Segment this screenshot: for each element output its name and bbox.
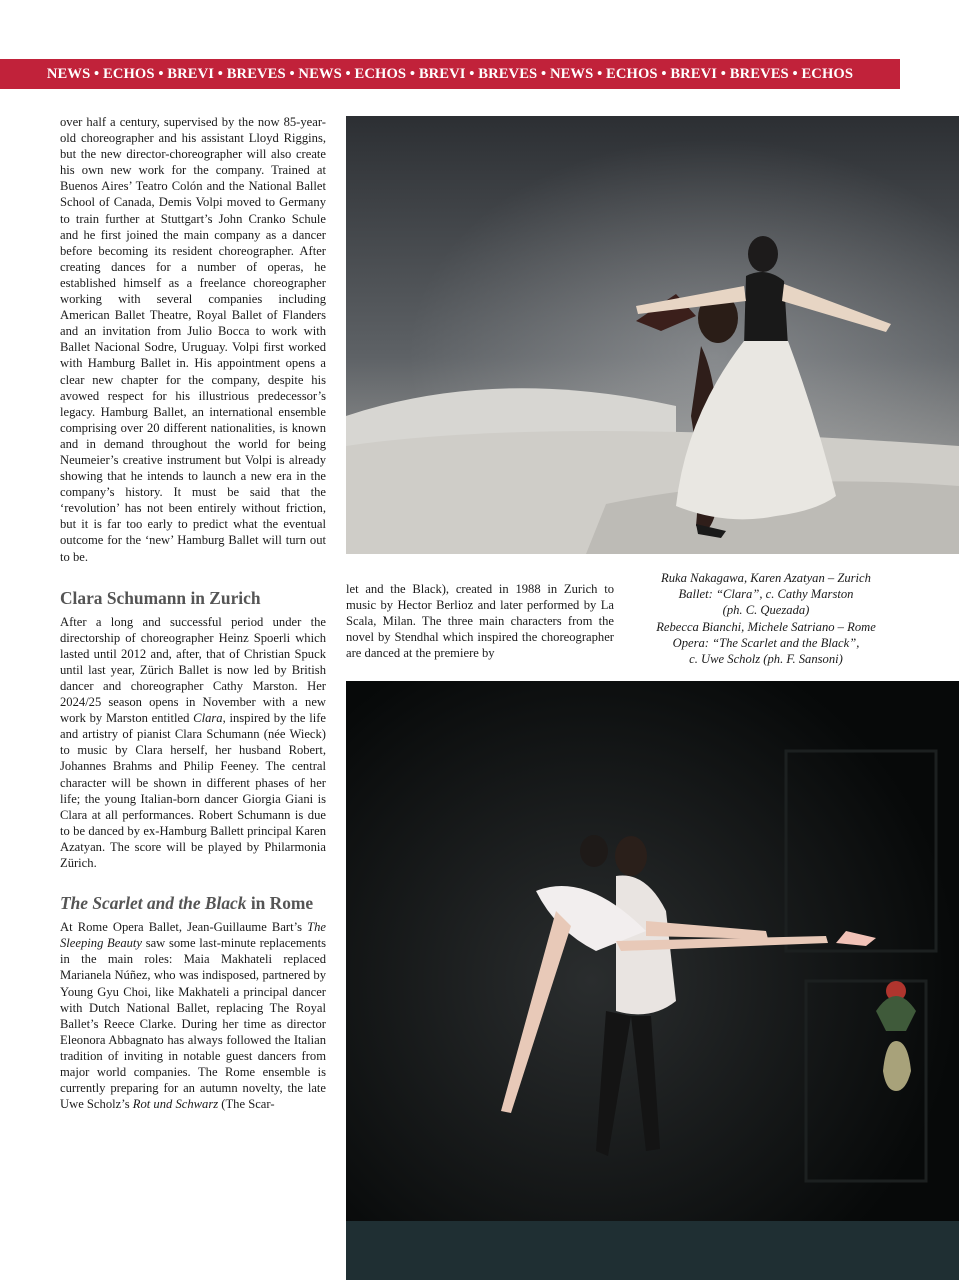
left-text-column — [60, 114, 326, 1112]
photo-caption: Ruka Nakagawa, Karen Azatyan – Zurich Ballet: “Clara”, c. Cathy Marston (ph. C. Quezada) Rebecca Bianchi, Michele Satriano – Rome Opera: “The Scarlet and the Black”, c. Uwe Scholz (ph. F. Sansoni) — [656, 571, 876, 667]
section-heading-zurich: Clara Schumann in Zurich — [60, 587, 261, 608]
intro-paragraph: over half a century, supervised by the now 85-year-old choreographer and his assistant Lloyd Riggins, but the new director-choreographer will also create his own new work for the company. Trained at Buenos Aires’ Teatro Colón and the National Ballet School of Canada, Demis Volpi moved to Germany to train further at Stuttgart’s John Cranko Schule and he first joined the main company as a dancer before becoming its resident choreographer. After creating dances for a number of operas, he established himself as a freelance choreographer working with several companies including American Ballet Theatre, Royal Ballet of Flanders and an invitation from Julio Bocca to work with Ballet Nacional Sodre, Uruguay. Volpi first worked with Hamburg Ballet in. His appointment opens a clear new chapter for the company, despite his avowed respect for his illustrious predecessor’s legacy. Hamburg Ballet, an international ensemble comprising over 20 different nationalities, is known and in demand throughout the world for being Neumeier’s creative instrument but Volpi is already showing that he intends to launch a new era in the company’s history. It must be said that the ‘revolution’ has not been entirely without friction, but it is far too early to predict what the eventual outcome for the ‘new’ Hamburg Ballet will turn out to be. — [60, 115, 326, 564]
section-banner: NEWS • ECHOS • BREVI • BREVES • NEWS • ECHOS • BREVI • BREVES • NEWS • ECHOS • BREVI • BREVES • ECHOS — [0, 59, 900, 89]
rome-paragraph-continued: let and the Black), created in 1988 in Zurich to music by Hector Berlioz and later performed by La Scala, Milan. The three main characters from the novel by Stendhal which inspired the choreographer are danced at the premiere by — [346, 582, 614, 661]
photo-clara-zurich — [346, 116, 959, 554]
section-heading-rome: The Scarlet and the Black in Rome — [60, 893, 314, 914]
continued-text-column — [346, 581, 614, 661]
zurich-paragraph: After a long and successful period under the directorship of choreographer Heinz Spoerli which lasted until 2012 and, after, that of Christian Spuck until last year, Zürich Ballet is now led by British dancer and choreographer Cathy Marston. Her 2024/25 season opens in November with a new work by Marston entitled Clara, inspired by the life and artistry of pianist Clara Schumann (née Wieck) to music by Clara herself, her husband Robert, Johannes Brahms and Philip Feeney. The central character will be shown in different phases of her life; the young Italian-born dancer Giorgia Giani is Clara at all performances. Robert Schumann is due to be danced by ex-Hamburg Ballett principal Karen Azatyan. The score will be played by Philarmonia Zürich. — [60, 614, 326, 871]
photo-scarlet-black-rome — [346, 681, 959, 1280]
rome-paragraph: At Rome Opera Ballet, Jean-Guillaume Bart’s The Sleeping Beauty saw some last-minute replacements in the main roles: Maia Makhateli replaced Marianela Núñez, who was indisposed, partnered by Young Gyu Choi, like Makhateli a principal dancer with Dutch National Ballet, replacing The Royal Ballet’s Reece Clarke. During her time as director Eleonora Abbagnato has always followed the Italian tradition of inviting in notable guest dancers from major world companies. The Rome ensemble is currently preparing for an autumn novelty, the late Uwe Scholz’s Rot und Schwarz (The Scar- — [60, 920, 326, 1112]
